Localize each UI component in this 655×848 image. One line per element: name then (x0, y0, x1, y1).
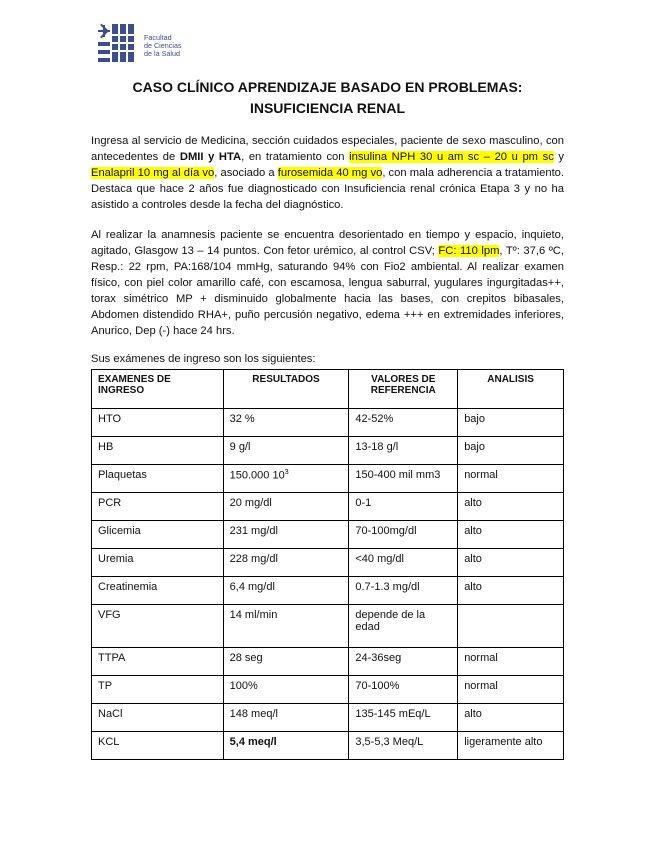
faculty-logo-icon (96, 22, 144, 66)
table-row (92, 704, 564, 732)
cell-result: 9 g/l (223, 437, 349, 465)
cell-exam: VFG (92, 605, 224, 648)
cell-reference: 13-18 g/l (349, 437, 458, 465)
cell-analysis: alto (458, 549, 564, 577)
document-title: CASO CLÍNICO APRENDIZAJE BASADO EN PROBLEMAS: (132, 79, 523, 95)
cell-reference: <40 mg/dl (349, 549, 458, 577)
cell-reference: 3,5-5,3 Meq/L (349, 732, 458, 760)
cell-analysis: normal (458, 648, 564, 676)
cell-reference: 42-52% (349, 409, 458, 437)
table-row (92, 549, 564, 577)
highlight-insulin: insulina NPH 30 u am sc – 20 u pm sc (349, 151, 554, 163)
cell-analysis: normal (458, 676, 564, 704)
cell-analysis: bajo (458, 409, 564, 437)
header-analysis: ANALISIS (458, 370, 564, 409)
cell-analysis: normal (458, 465, 564, 493)
cell-exam: TTPA (92, 648, 224, 676)
cell-result: 228 mg/dl (223, 549, 349, 577)
cell-exam: Creatinemia (92, 577, 224, 605)
table-row (92, 409, 564, 437)
cell-result: 5,4 meq/l (223, 732, 349, 760)
cell-reference: 70-100% (349, 676, 458, 704)
cell-reference: 0.7-1.3 mg/dl (349, 577, 458, 605)
cell-result: 20 mg/dl (223, 493, 349, 521)
cell-exam: HB (92, 437, 224, 465)
cell-analysis: alto (458, 577, 564, 605)
cell-analysis: alto (458, 493, 564, 521)
cell-reference: 0-1 (349, 493, 458, 521)
cell-exam: Glicemia (92, 521, 224, 549)
exams-intro: Sus exámenes de ingreso son los siguientes: (91, 353, 316, 365)
cell-reference: 135-145 mEq/L (349, 704, 458, 732)
cell-result: 6,4 mg/dl (223, 577, 349, 605)
cell-exam: NaCl (92, 704, 224, 732)
faculty-logo (96, 22, 196, 66)
cell-analysis: ligeramente alto (458, 732, 564, 760)
header-result: RESULTADOS (223, 370, 349, 409)
header-exam: EXAMENES DE INGRESO (92, 370, 224, 409)
table-row (92, 493, 564, 521)
cell-reference: depende de la edad (349, 605, 458, 648)
cell-result: 32 % (223, 409, 349, 437)
table-row (92, 605, 564, 648)
highlight-heart-rate: FC: 110 lpm (438, 245, 500, 257)
logo-line: de la Salud (144, 49, 180, 58)
logo-line: Facultad (144, 33, 172, 42)
document-subtitle: INSUFICIENCIA RENAL (249, 100, 406, 116)
cell-result: 28 seg (223, 648, 349, 676)
cell-exam: TP (92, 676, 224, 704)
logo-text (144, 34, 182, 58)
cell-result: 14 ml/min (223, 605, 349, 648)
table-header-row (92, 370, 564, 409)
cell-result: 150.000 $10^3$ (223, 465, 349, 493)
highlight-enalapril: Enalapril 10 mg al día vo (91, 167, 215, 179)
table-row (92, 648, 564, 676)
header-reference: VALORES DE REFERENCIA (349, 370, 458, 409)
cell-analysis (458, 605, 564, 648)
exams-table (91, 369, 564, 760)
cell-analysis: bajo (458, 437, 564, 465)
table-row (92, 732, 564, 760)
cell-reference: 70-100mg/dl (349, 521, 458, 549)
cell-exam: HTO (92, 409, 224, 437)
cell-analysis: alto (458, 704, 564, 732)
case-paragraph-2: Al realizar la anamnesis paciente se encuentra desorientado en tiempo y espacio, inquieto, agitado, Glasgow 13 – 14 puntos. Con fetor urémico, al control CSV; FC: 110 lpm, Tº: 37,6 ºC, Resp.: 22 rpm, PA:168/104 mmHg, saturando 94% con Fio2 ambiental. Al realizar examen físico, con piel color amarillo café, con escamosa, lengua saburral, yugulares ingurgitadas++, torax simétrico MP + disminuido globalmente hacia las bases, con crepitos bibasales, Abdomen distendido RHA+, puño percusión negativo, edema +++ en extremidades inferiores, Anurico, Dep (-) hace 24 hrs. (91, 229, 564, 337)
cell-result: 148 meq/l (223, 704, 349, 732)
cell-reference: 24-36seg (349, 648, 458, 676)
cell-exam: PCR (92, 493, 224, 521)
cell-exam: KCL (92, 732, 224, 760)
case-paragraph-1: Ingresa al servicio de Medicina, sección cuidados especiales, paciente de sexo masculino, con antecedentes de DMII y HTA, en tratamiento con insulina NPH 30 u am sc – 20 u pm sc y Enalapril 10 mg al día vo, asociado a furosemida 40 mg vo, con mala adherencia a tratamiento. Destaca que hace 2 años fue diagnosticado con Insuficiencia renal crónica Etapa 3 y no ha asistido a controles desde la fecha del diagnóstico. (91, 135, 565, 211)
cell-result: 100% (223, 676, 349, 704)
cell-exam: Plaquetas (92, 465, 224, 493)
highlight-furosemide: furosemida 40 mg vo (277, 167, 383, 179)
cell-analysis: alto (458, 521, 564, 549)
table-row (92, 577, 564, 605)
cell-reference: 150-400 mil mm3 (349, 465, 458, 493)
logo-line: de Ciencias (144, 41, 182, 50)
table-row (92, 437, 564, 465)
table-row (92, 465, 564, 493)
cell-exam: Uremia (92, 549, 224, 577)
table-row (92, 676, 564, 704)
cell-result: 231 mg/dl (223, 521, 349, 549)
table-row (92, 521, 564, 549)
